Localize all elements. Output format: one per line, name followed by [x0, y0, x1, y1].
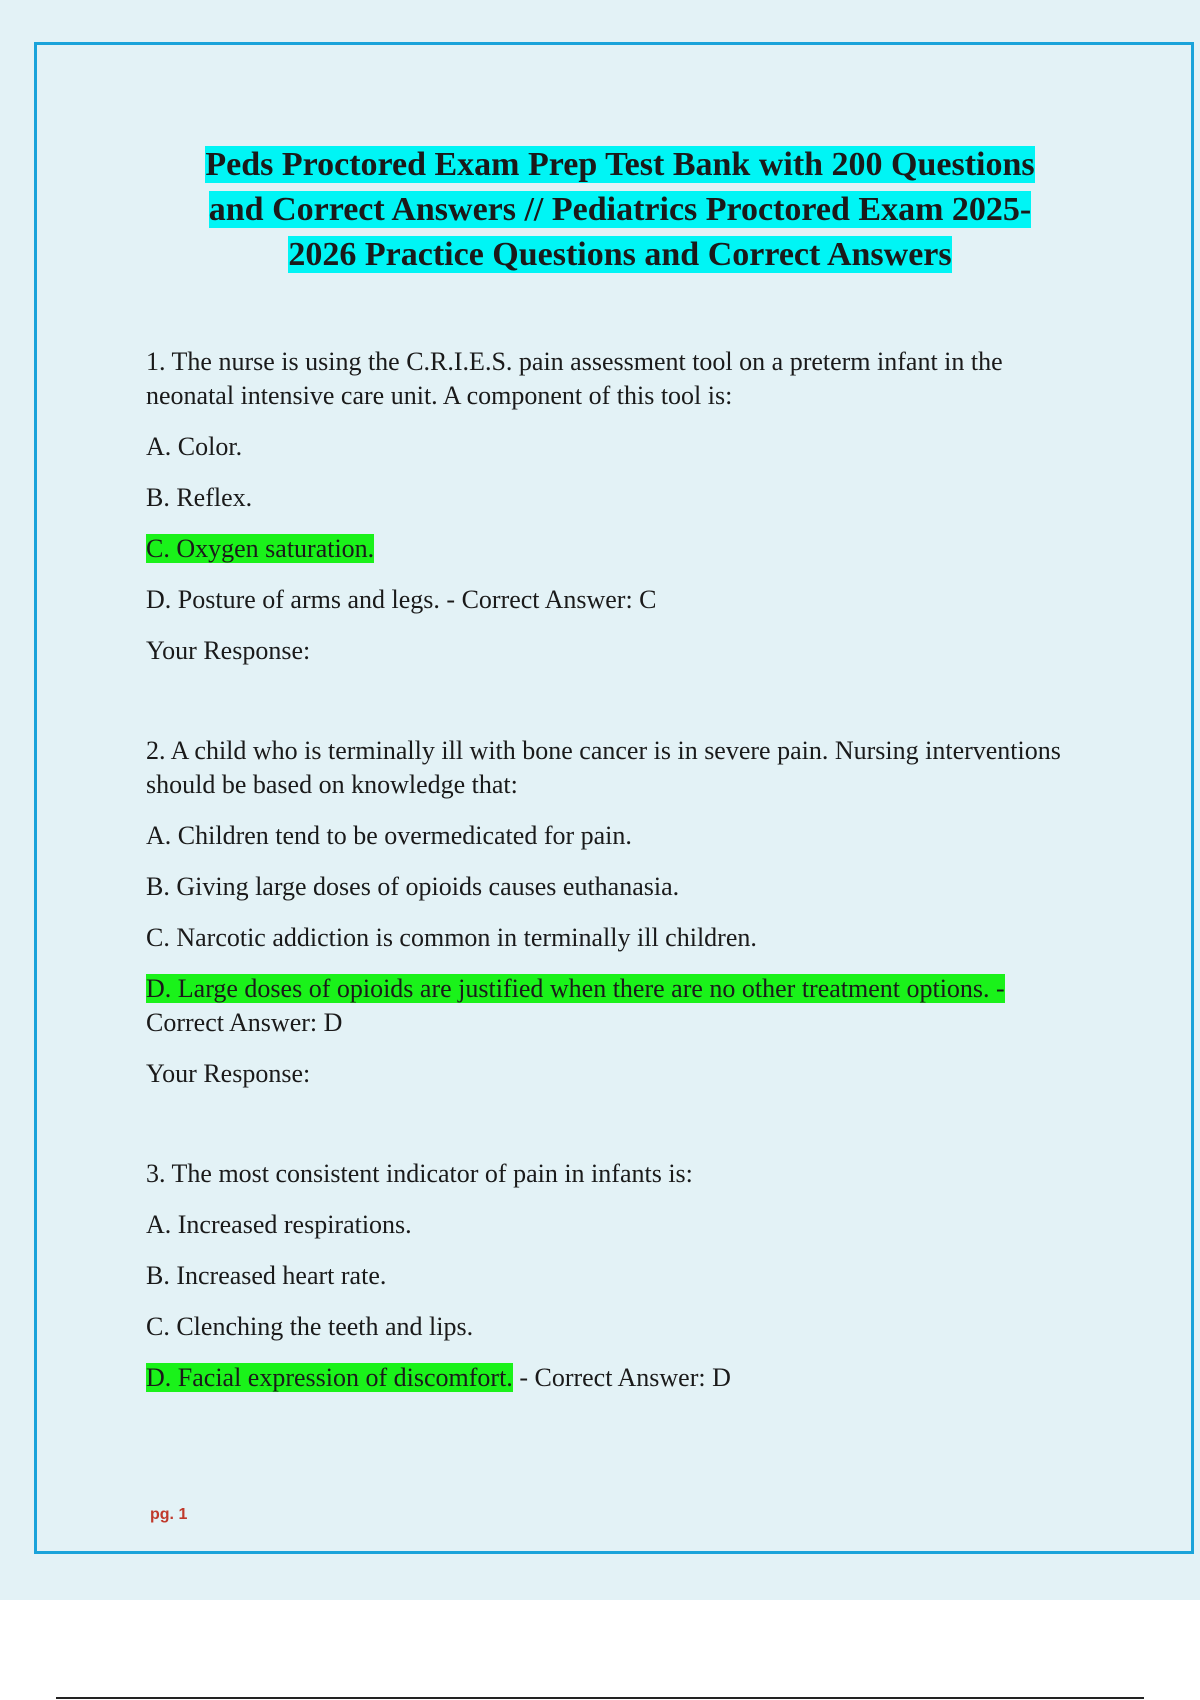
title-line-2: and Correct Answers // Pediatrics Proctored Exam 2025- [208, 191, 1032, 228]
page-number-label: pg. 1 [150, 1506, 188, 1523]
question-2 [146, 734, 1096, 1091]
option-a: A. Children tend to be overmedicated for pain. [146, 821, 632, 850]
highlighted-correct-option: D. Large doses of opioids are justified when there are no other treatment options. - [146, 974, 1005, 1003]
option-a: A. Increased respirations. [146, 1210, 412, 1239]
question-1 [146, 345, 1096, 668]
option-c: C. Narcotic addiction is common in terminally ill children. [146, 923, 757, 952]
option-d-text: D. Posture of arms and legs. [146, 585, 440, 614]
option-d [146, 583, 1096, 617]
title-line-1: Peds Proctored Exam Prep Test Bank with 200 Questions [205, 146, 1035, 183]
highlighted-correct-option: C. Oxygen saturation. [146, 534, 375, 563]
option-b: B. Increased heart rate. [146, 1261, 387, 1290]
option-b: B. Reflex. [146, 483, 253, 512]
question-stem: 3. The most consistent indicator of pain in infants is: [146, 1159, 693, 1188]
option-a: A. Color. [146, 432, 243, 461]
option-b: B. Giving large doses of opioids causes euthanasia. [146, 872, 680, 901]
question-stem: 1. The nurse is using the C.R.I.E.S. pain assessment tool on a preterm infant in the neonatal intensive care unit. A component of this tool is: [146, 347, 1003, 410]
option-c: C. Clenching the teeth and lips. [146, 1312, 474, 1341]
footer-divider [56, 1697, 1144, 1699]
title-line-3: 2026 Practice Questions and Correct Answers [288, 236, 952, 273]
document-title [140, 142, 1100, 277]
correct-answer-text: - Correct Answer: D [512, 1363, 731, 1392]
option-c [146, 532, 1096, 566]
option-d [146, 1361, 1096, 1395]
question-3 [146, 1157, 1096, 1395]
correct-answer-text: Correct Answer: D [146, 1008, 343, 1037]
option-d [146, 972, 1096, 1040]
question-list [146, 345, 1096, 1412]
correct-answer-text: - Correct Answer: C [439, 585, 657, 614]
your-response-label: Your Response: [146, 1059, 311, 1088]
your-response-label: Your Response: [146, 636, 311, 665]
highlighted-correct-option: D. Facial expression of discomfort. [146, 1363, 513, 1392]
question-stem: 2. A child who is terminally ill with bone cancer is in severe pain. Nursing interventions should be based on knowledge that: [146, 736, 1061, 799]
